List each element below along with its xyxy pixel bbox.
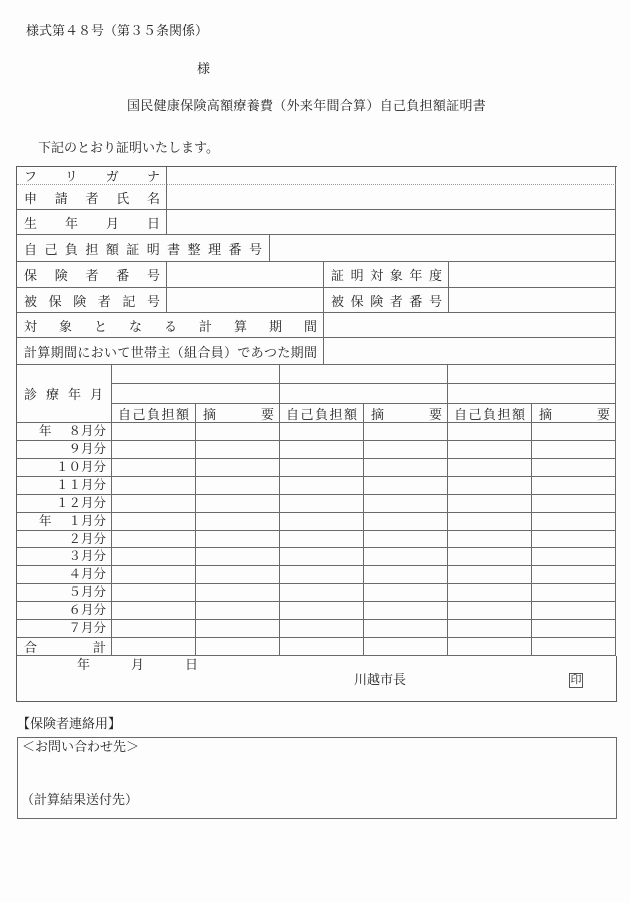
col-header-summary-2 [364,404,448,423]
householder-period-value-cell [324,338,616,365]
issuer-footer [17,656,617,702]
group-1-subheader-1 [112,365,280,384]
month-row-label-cell [17,602,112,620]
self-pay-amount-cell [448,459,532,477]
col-header-self-pay-1 [112,404,196,423]
contact-heading: 【保険者連絡用】 [17,716,122,731]
birth-date-label-cell [17,210,167,235]
summary-cell [364,477,448,495]
document-title: 国民健康保険高額療養費（外来年間合算）自己負担額証明書 [127,98,487,113]
summary-cell [364,459,448,477]
month-row-label: ５月分 [68,585,106,599]
self-pay-amount-cell [280,531,364,548]
summary-cell [532,495,616,513]
summary-cell [364,566,448,584]
self-pay-amount-cell [280,459,364,477]
summary-cell [196,423,280,441]
furigana-label-cell [17,167,167,185]
summary-cell [364,602,448,620]
summary-cell [532,602,616,620]
summary-cell [532,477,616,495]
self-pay-amount-cell [112,477,196,495]
insured-number-label: 被保険者番号 [331,293,442,309]
month-row-year: 年 [39,514,52,528]
col-header-label: 摘要 [539,406,610,422]
summary-cell [364,620,448,638]
insured-symbol-value-cell [167,288,324,313]
month-row-label: ３月分 [68,549,106,563]
summary-cell [364,423,448,441]
col-header-summary-3 [532,404,616,423]
group-3-subheader-2 [448,384,616,404]
summary-cell [364,548,448,566]
month-row-label-cell [17,548,112,566]
self-pay-amount-cell [112,459,196,477]
self-pay-amount-cell [112,584,196,602]
cert-year-value-cell [449,262,616,288]
self-pay-amount-cell [280,477,364,495]
contact-box [17,737,617,819]
self-pay-amount-cell [280,620,364,638]
calc-period-label-cell [17,313,324,338]
birth-date-label: 生年月日 [24,215,160,231]
form-number: 様式第４８号（第３５条関係） [26,23,209,38]
col-header-label: 摘要 [203,406,274,422]
furigana-label: フリガナ [24,169,160,184]
self-pay-amount-cell [280,602,364,620]
cert-number-label-cell [17,235,270,262]
self-pay-amount-cell [448,495,532,513]
summary-cell [196,441,280,459]
month-row-label: ６月分 [68,603,106,617]
col-header-label: 摘要 [371,406,442,422]
self-pay-amount-cell [112,602,196,620]
self-pay-amount-cell [448,566,532,584]
self-pay-amount-cell [280,495,364,513]
self-pay-amount-cell [112,423,196,441]
self-pay-amount-cell [280,423,364,441]
group-2-subheader-1 [280,365,448,384]
self-pay-amount-cell [448,584,532,602]
cert-number-label: 自己負担額証明書整理番号 [24,241,262,257]
summary-cell [196,459,280,477]
month-row-label-cell [17,531,112,548]
self-pay-amount-cell [280,566,364,584]
month-row-label: １１月分 [55,478,106,492]
month-row-label-cell [17,566,112,584]
intro-text: 下記のとおり証明いたします。 [38,140,219,155]
summary-cell [364,441,448,459]
summary-cell [364,513,448,531]
summary-cell [532,566,616,584]
month-row-label: １２月分 [55,496,106,510]
insured-symbol-label-cell [17,288,167,313]
self-pay-amount-cell [112,495,196,513]
month-row-label-cell [17,441,112,459]
summary-cell [532,531,616,548]
self-pay-amount-cell [448,513,532,531]
group-1-subheader-2 [112,384,280,404]
calc-period-label: 対象となる計算期間 [24,318,317,334]
summary-cell [364,531,448,548]
date-year-label: 年 [77,657,91,672]
summary-cell [532,459,616,477]
applicant-name-label-cell [17,185,167,210]
summary-cell [364,584,448,602]
month-row-label: ４月分 [68,567,106,581]
self-pay-amount-cell [112,566,196,584]
col-header-summary-1 [196,404,280,423]
summary-cell [364,495,448,513]
summary-cell [196,584,280,602]
summary-cell [196,495,280,513]
send-to-label: （計算結果送付先） [21,792,139,807]
summary-cell [532,638,616,656]
addressee-suffix: 様 [197,61,211,76]
month-row-label-cell [17,495,112,513]
self-pay-amount-cell [112,620,196,638]
group-3-subheader-1 [448,365,616,384]
applicant-name-label: 申請者氏名 [24,190,160,206]
self-pay-amount-cell [448,602,532,620]
summary-cell [196,566,280,584]
self-pay-amount-cell [448,477,532,495]
self-pay-amount-cell [280,548,364,566]
cert-year-label-cell [324,262,449,288]
summary-cell [196,602,280,620]
self-pay-amount-cell [448,548,532,566]
month-row-label-cell [17,423,112,441]
insured-symbol-label: 被保険者記号 [24,293,160,309]
insurer-number-label-cell [17,262,167,288]
seal-mark: 印 [570,674,582,686]
self-pay-amount-cell [112,548,196,566]
self-pay-amount-cell [448,638,532,656]
col-header-self-pay-3 [448,404,532,423]
date-month-label: 月 [131,657,145,672]
summary-cell [196,477,280,495]
month-row-label: ８月分 [68,424,106,438]
self-pay-amount-cell [112,513,196,531]
col-header-label: 自己負担額 [286,406,357,422]
self-pay-amount-cell [112,638,196,656]
householder-period-label: 計算期間において世帯主（組合員）であつた期間 [24,344,317,360]
col-header-label: 自己負担額 [118,406,189,422]
summary-cell [196,513,280,531]
applicant-name-value-cell [167,185,616,210]
insured-number-label-cell [324,288,449,313]
insurer-number-label: 保険者番号 [24,268,160,283]
col-header-label: 自己負担額 [454,406,525,422]
treatment-month-header-cell [17,365,112,423]
cert-year-label: 証明対象年度 [331,268,442,283]
summary-cell [532,441,616,459]
issuer-name: 川越市長 [354,672,407,687]
month-row-label: ７月分 [68,621,106,635]
self-pay-amount-cell [448,423,532,441]
householder-period-label-cell [17,338,324,365]
self-pay-amount-cell [112,441,196,459]
furigana-value-cell [167,167,616,185]
month-row-label: ９月分 [68,442,106,456]
self-pay-amount-cell [280,441,364,459]
insurer-number-value-cell [167,262,324,288]
total-row-label-cell [17,638,112,656]
inquiry-label: ＜お問い合わせ先＞ [22,739,140,754]
self-pay-amount-cell [448,531,532,548]
summary-cell [196,531,280,548]
self-pay-amount-cell [112,531,196,548]
month-row-label-cell [17,513,112,531]
certificate-table [16,166,617,702]
summary-cell [364,638,448,656]
self-pay-amount-cell [280,638,364,656]
month-row-label-cell [17,477,112,495]
month-row-year: 年 [39,424,52,438]
insured-number-value-cell [449,288,616,313]
summary-cell [196,548,280,566]
col-header-self-pay-2 [280,404,364,423]
total-label: 合計 [24,640,106,655]
group-2-subheader-2 [280,384,448,404]
summary-cell [532,513,616,531]
treatment-month-header: 診療年月 [24,387,103,402]
month-row-label-cell [17,620,112,638]
month-row-label-cell [17,459,112,477]
self-pay-amount-cell [280,513,364,531]
summary-cell [532,423,616,441]
self-pay-amount-cell [448,620,532,638]
birth-date-value-cell [167,210,616,235]
date-day-label: 日 [185,657,199,672]
summary-cell [532,584,616,602]
month-row-label-cell [17,584,112,602]
calc-period-value-cell [324,313,616,338]
summary-cell [532,548,616,566]
month-row-label: ２月分 [68,532,106,546]
cert-number-value-cell [270,235,616,262]
summary-cell [532,620,616,638]
self-pay-amount-cell [448,441,532,459]
self-pay-amount-cell [280,584,364,602]
summary-cell [196,638,280,656]
month-row-label: １月分 [68,514,106,528]
month-row-label: １０月分 [55,460,106,474]
summary-cell [196,620,280,638]
